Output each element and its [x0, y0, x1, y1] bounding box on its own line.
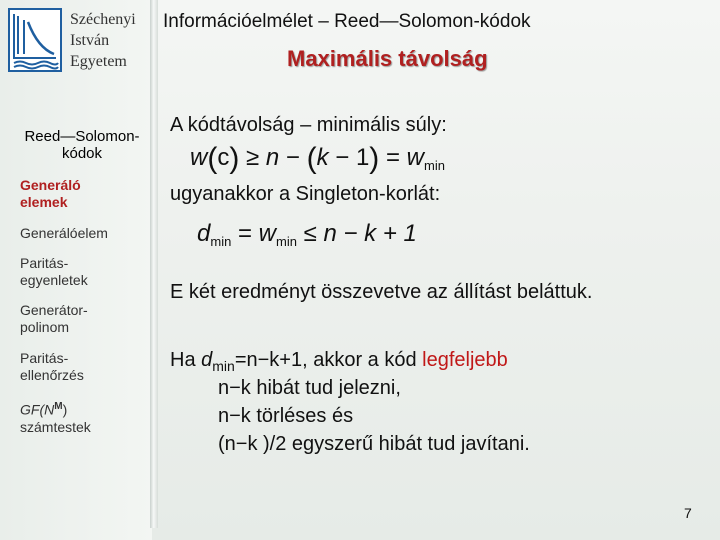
sidebar-item-paritas-ellenorzes[interactable]: Paritás-ellenőrzés [20, 350, 84, 383]
formula-wmin-sub: min [424, 158, 445, 173]
formula-k: k [316, 144, 329, 171]
formula-minus: − [285, 144, 300, 171]
formula-w: w [190, 144, 208, 171]
gf-label-suffix: ) számtestek [20, 401, 91, 435]
conclusion-line-1 [170, 349, 508, 374]
formula-d-sub: min [210, 234, 232, 249]
university-logo-icon [8, 8, 62, 72]
sidebar-item-gf-szamtestek[interactable] [20, 398, 120, 436]
text-line-3: E két eredményt összevetve az állítást beláttuk. [170, 281, 593, 303]
sidebar-item-reed-solomon[interactable]: Reed—Solomon-kódok [24, 128, 140, 162]
formula-eq2: = [237, 220, 252, 247]
formula-d: d [197, 220, 211, 247]
formula-n: n [265, 144, 280, 171]
university-name-line: István [70, 32, 110, 49]
sidebar-item-generaloelem[interactable]: Generálóelem [20, 225, 108, 241]
formula-w2-sub: min [276, 234, 297, 249]
gf-label-prefix: GF(N [20, 401, 55, 418]
text-line-1: A kódtávolság – minimális súly: [170, 114, 447, 136]
conclusion-middle: =n−k+1, akkor a kód [234, 349, 423, 371]
formula-singleton [197, 220, 417, 249]
course-title: Információelmélet – Reed—Solomon-kódok [163, 11, 531, 32]
formula-eq: = [385, 144, 400, 171]
sidebar-item-generator-polinom[interactable]: Generátor-polinom [20, 302, 88, 335]
gf-label-sup: M [54, 401, 63, 412]
formula-leq: ≤ [303, 220, 317, 247]
formula-wmin: w [406, 144, 424, 171]
conclusion-d: d [201, 349, 213, 371]
conclusion-prefix: Ha [170, 349, 202, 371]
formula-min-weight: $w(c) \ge n - (k - 1) = w_{min}$ [190, 142, 445, 175]
conclusion-d-sub: min [212, 358, 235, 374]
sidebar-item-paritas-egyenletek[interactable]: Paritás-egyenletek [20, 255, 88, 288]
conclusion-line-3: n−k törléses és [218, 405, 354, 427]
conclusion-line-2: n−k hibát tud jelezni, [218, 377, 401, 399]
university-name-line: Széchenyi [70, 11, 136, 28]
conclusion-line-4: (n−k )/2 egyszerű hibát tud javítani. [218, 433, 530, 455]
university-name [70, 9, 150, 72]
formula-geq: ≥ [246, 144, 260, 171]
formula-rest: n − k + 1 [323, 220, 417, 247]
formula-one: 1 [355, 144, 370, 171]
formula-w2: w [258, 220, 277, 247]
formula-c: c [217, 144, 230, 171]
slide-title: Maximális távolság [287, 46, 488, 71]
sidebar-divider [150, 0, 158, 528]
text-line-2: ugyanakkor a Singleton-korlát: [170, 183, 441, 205]
page-number: 7 [684, 505, 692, 521]
sidebar-item-generalo-elemek[interactable]: Generáló elemek [20, 177, 81, 210]
conclusion-highlight: legfeljebb [422, 349, 508, 371]
university-name-line: Egyetem [70, 53, 127, 70]
